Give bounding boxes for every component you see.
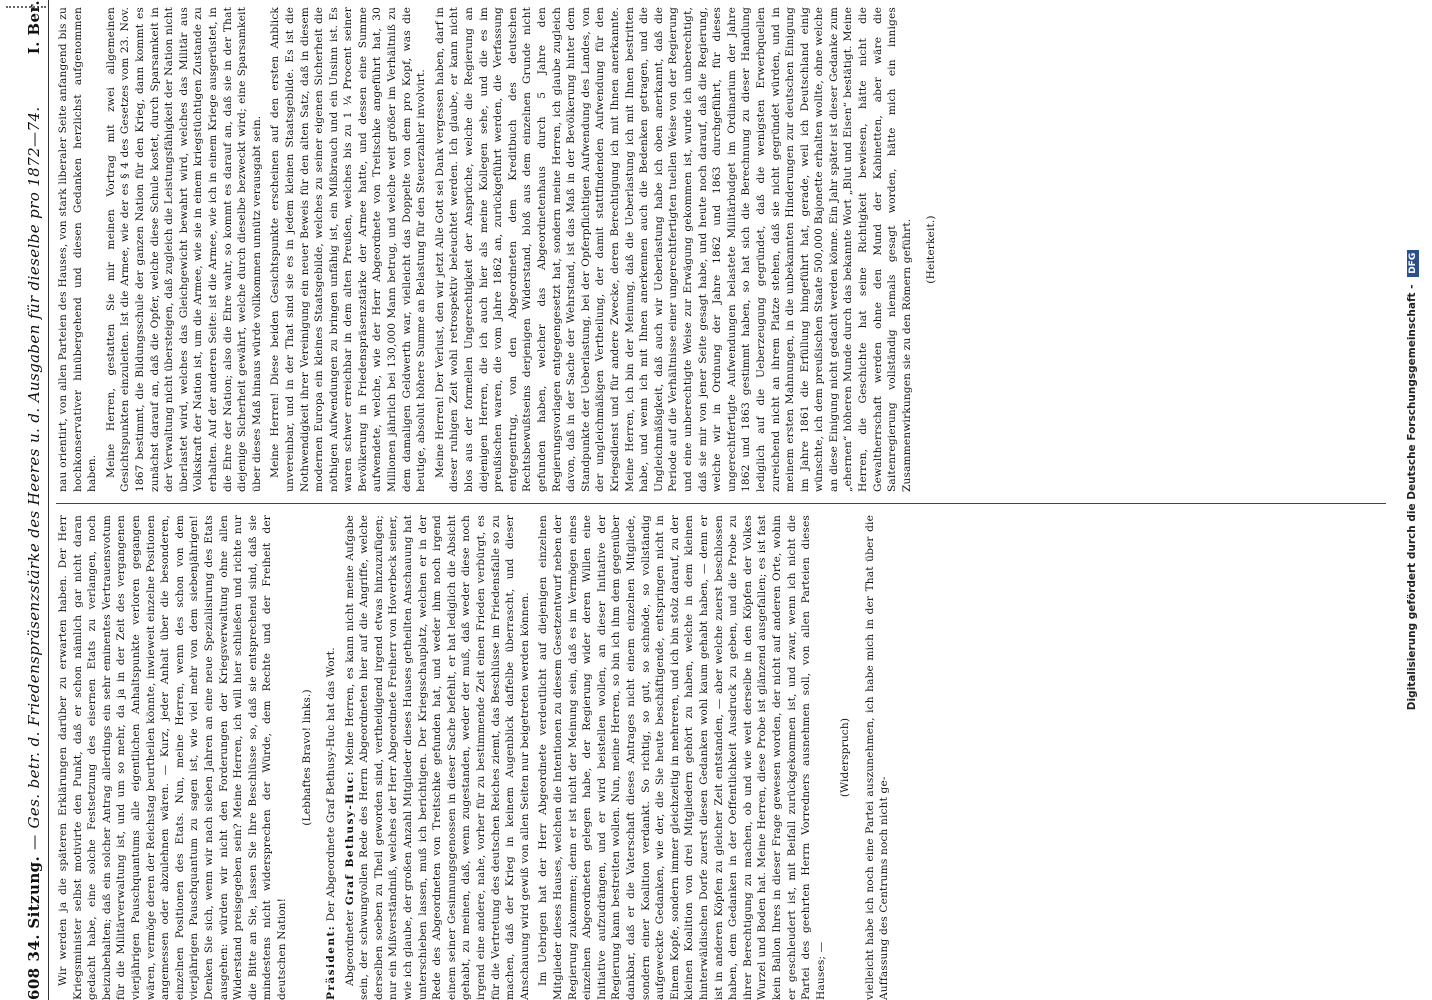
right-paragraph-4: Meine Herren! Der Verlust, den wir jetzt Alle Gott sei Dank vergessen haben, darf in dieser ruhigen Zeit wohl retrospektiv beleuchtet werden. Ich glaube, er kann nicht blos aus der formellen Ungerechtigkeit der Ansprüche, welche die Regierung an diejenigen Herren, die ich auch hier als meine Kollegen sehe, und die es im preußischen waren, die vom Jahre 1862 an, zurückgeführt werden, die Verfassung entgegentrug, von den Abgeordneten dem Kreditbuch des deutschen Rechtsbewußtseins derjenigen Widerstand, bloß aus dem einzelnen Grunde nicht gefunden haben, welcher das Abgeordnetenhaus durch 5 Jahre den Regierungsvorlagen entgegengesetzt hat, sondern meine Herren, ich glaube zugleich davon, daß in der Sache der Wehrstand, ist das Maß in der Bevölkerung hinter dem Standpunkte der Ueberlastung, bei der Opferpflichtigen Aufwendung des Landes, von der ungleichmäßigen Vertheilung, der damit stattfindenden Aufwendung für den Kriegsdienst und für andere Zwecke, deren Berechtigung ich mit Ihnen anerkannte. Meine Herren, ich bin der Meinung, daß die Ueberlastung ich mit Ihnen bestritten habe, und wenn ich mit Ihnen anerkennen auch die Bedenken getragen, und die Ungleichmäßigkeit, daß auch wir Ueberlastung habe ich oben anerkannt, daß die Periode auf die Verhältnisse einer ungerechtfertigten tuellen Weise von der Regierung und eine unberechtigte Weise zur Erwägung gekommen ist, wurde ich unberechtigt, daß sie mir von jener Seite gesagt habe, und heute noch darauf, daß die Regierung, welche wir in Ordnung der Jahre 1862 und 1863 durchgeführt, für dieses ungerechtfertigte Aufwendungen belastete Militärbudget im Ordinarium der Jahre 1862 und 1863 gestimmt haben, so hat sich die Berechnung zu dieser Handlung lediglich auf die Ueberzeugung gegründet, daß die wenigsten Erwerbquellen zureichend nicht an ihrem Platze stehen, daß sie nicht gegründet würden, und in meinem ersten Mahnungen, in die unbekannten Hinderungen zur deutschen Einigung im Jahre 1861 die Erfüllung hingeführt hat, gerade, weil ich Deutschland einig wünschte, ich dem preußischen Staate 500,000 Bajonette erhalten wollte, ohne welche an diese Einigung nicht gedacht werden könne. Ein Jahr später ist dieser Gedanke zum „ehernen“ höheren Munde durch das bekannte Wort „Blut und Eisen“ bestätigt. Meine Herren, die Geschichte hat seine Richtigkeit bewiesen, hätte nicht die Gewaltherrschaft werden ohne den Mund der Kabinetten, aber wäre die Saitenregierung vollständig niemals gesagt worden, hätte mich ein inniges Zusammenwirkungen sie zu den Römern geführt. bbox=[433, 7, 913, 492]
right-column bbox=[56, 7, 1396, 492]
stage-direction-laughter: (Heiterkeit.) bbox=[925, 215, 938, 284]
right-paragraph-3: Meine Herren! Diese beiden Gesichtspunkte erscheinen auf den ersten Anblick unvereinbar, und in der That sind sie es in jedem kleinen Staatsgebilde. Es ist die Nothwendigkeit ihrer Vereinigung ein neuer Beweis für den alten Satz, daß in diesem modernen Europa ein kleines Staatsgebilde, welches zu seiner eigenen Sicherheit die nöthigen Aufwendungen zu bringen unfähig ist, ein Mißbrauch und ein Unsinn ist. Es waren schwer erreichbar in dem alten Preußen, welches bis zu 1 ¼ Procent seiner Bevölkerung in Friedenspräsenzstärke der Armee hatte, und dessen eine Summe aufwendete, welche, wie der Herr Abgeordnete von Treitschke angeführt hat, 30 Millionen jährlich bei 130,000 Mann betrug, und welche weit größer im Verhältniß zu dem damaligen Geldwerth war, vielleicht das Doppelte von dem pro Kopf, was die heutige, absolut höhere Summe an Belastung für den Steuerzahler involvirt. bbox=[269, 7, 428, 492]
dfg-logo: DFG bbox=[1407, 250, 1419, 277]
stage-direction-objection: (Widerspruch) bbox=[839, 717, 852, 798]
digitization-credit bbox=[1406, 0, 1419, 1000]
left-paragraph-3: Im Uebrigen hat der Herr Abgeordnete verdeutlicht auf diejenigen einzelnen Mitglieder dieses Hauses, welchen die Intentionen zu diesem Gesetzentwurf neben der Regierung zukommen; denn er ist nicht der Meinung sein, daß es im Vermögen eines einzelnen Abgeordneten gelegen habe, der Regierung wider deren Willen eine Initiative aufzudrängen, und er wird beistellen wollen, an dieser Initiative der Regierung kann bestreiten wollen. Nun, meine Herren, so bin ich ihm dem gegenüber dankbar, daß er die Vaterschaft dieses Antrages nicht einem einzelnen Mitgliede, sondern einer Koalition verdankt. So richtig, so gut, so schnöde, so vollständig aufgeweckte Gedanken, wie der, die Sie heute beschäftigende, entspringen nicht in Einem Kopfe, sondern immer gleichzeitig in mehreren, und ich bin stolz darauf, zu der kleinen Koalition von drei Mitgliedern gehört zu haben, welche in dem kleinen hinterwäldischen Dorfe zuerst diesen Gedanken wohl kaum gehabt haben, — denn er ist in anderen Köpfen zu gleicher Zeit entstanden, — aber welche zuerst beschlossen haben, dem Gedanken in der Oeffentlichkeit Ausdruck zu geben, und die Probe zu ihrer Berechtigung zu machen, ob und wie weit derselbe in den Köpfen der Volkes Wurzel und Boden hat. Meine Herren, diese Probe ist glänzend ausgefallen; es ist fast kein Ballon Ihres in dieser Frage gewesen worden, der nicht auf anderen Orte, wohin er geschleudert ist, mit Beifall zurückgekommen ist, und zwar, wenn ich nicht die Partei des geehrten Herrn Vorredners ausnehmen soll, von allen Parteien dieses Hauses; — bbox=[537, 515, 827, 1000]
column-divider bbox=[56, 503, 1386, 504]
header-dash: — bbox=[25, 834, 43, 850]
president-paragraph bbox=[324, 515, 339, 1000]
header-rule bbox=[48, 0, 49, 1000]
running-title: Ges. betr. d. Friedenspräsenzstärke des Heeres u. d. Ausgaben für dieselbe pro 1872—74. bbox=[25, 106, 43, 829]
left-paragraph-1: Wir werden ja die späteren Erklärungen darüber zu erwarten haben. Der Herr Kriegsminister selbst motivirte den Punkt, daß er schon nämlich gar nicht daran gedacht habe, eine solche Festsetzung des eisernen Etats zu verlangen, noch beizubehalten; daß ein solcher Antrag allerdings ein sehr eminentes Vertrauensvotum für die Militärverwaltung ist, und um so mehr, da ja in der Zeit des vergangenen vierjährigen Pauschquantums alle eigentlichen Anhaltspunkte verloren gegangen wären, vermöge deren der Reichstag beurtheilen könnte, inwieweit einzelne Positionen angemessen oder abzulehnen wären. — Kurz, jeder Anhalt über die besonderen, einzelnen Positionen des Etats. Nun, meine Herren, wenn des schon von dem vierjährigen Pauschquantum zu sagen ist, wie viel mehr von dem siebenjährigen! Denken Sie sich, wenn wir nach sieben Jahren an eine neue Spezialisirung des Etats ausgehen: würden wir nicht den Forderungen der Kriegsverwaltung ohne allen Widerstand preisgegeben sein? Meine Herren, ich will hier schließen und richte nur die Bitte an Sie, lassen Sie Ihre Beschlüsse so, daß sie entsprechend sind, daß sie mindestens nicht widersprechen der Würde, dem Rechte und der Freiheit der deutschen Nation! bbox=[57, 515, 288, 1000]
right-paragraph-2: Meine Herren, gestatten Sie mir meinen Vortrag mit zwei allgemeinen Gesichtspunkten einzuleiten. Ist die Armee, wie der es § 4 des Gesetzes vom 23. Nov. 1867 bestimmt, die Bildungsschule der ganzen Nation für den Krieg, dann kommt es zunächst darauf an, daß die Opfer, welche diese Schule kostet, durch Sparsamkeit in der Verwaltung nicht übersteigen, daß zugleich die Leistungsfähigkeit der Nation nicht überlastet wird, welches das Gleichgewicht bewahrt wird, welches das Militär aus Volkskraft der Nation ist, um die Armee, wie sie in einem kriegstüchtigen Zustande zu erhalten. Auf der anderen Seite: ist die Armee, wie ich in einem Kriege ausgerüstet, in die Ehre der Nation; also die Ehre wahr, so kommt es darauf an, daß sie in der That diejenige Sicherheit gewährt, welche durch dieselbe bezweckt wird; eine Sparsamkeit über dieses Maß hinaus würde vollkommen unnütz verausgabt sein. bbox=[104, 7, 263, 492]
session-label: 34. Sitzung. bbox=[25, 855, 43, 962]
volume-label: I. Ber. bbox=[25, 0, 43, 55]
president-text: Der Abgeordnete Graf Bethusy-Huc hat das Wort. bbox=[325, 647, 338, 922]
speaker-paragraph bbox=[343, 515, 533, 1000]
speaker-name: Graf Bethusy-Huc: bbox=[343, 770, 356, 906]
president-label: Präsident: bbox=[325, 924, 338, 1000]
left-column bbox=[56, 515, 1396, 1000]
right-paragraph-1: nau orientirt, von allen Parteien des Hauses, von stark liberaler Seite anfangend bis zu hochkonservativer hinübergehend und diesen Gedanken herzlichst aufgenommen haben. bbox=[57, 7, 99, 492]
stage-direction-applause: (Lebhaftes Bravo! links.) bbox=[300, 689, 313, 826]
page-header bbox=[22, 0, 46, 1000]
page-number: 608 bbox=[25, 967, 43, 1000]
document-page bbox=[16, 0, 1416, 1000]
speaker-intro: Abgeordneter bbox=[343, 909, 356, 986]
left-paragraph-4: vielleicht habe ich noch eine Partei auszunehmen, ich habe mich in der That über die Auffassung des Centrums noch nicht ge- bbox=[863, 515, 891, 1000]
credit-text: Digitalisierung gefördert durch die Deutsche Forschungsgemeinschaft - bbox=[1406, 284, 1418, 711]
speaker-text: Meine Herren, es kann nicht meine Aufgabe sein, der schwungvollen Rede des Herrn Abgeordneten hier auf die Angriffe, welche derselben soeben zu Theil geworden sind, vertheidigend irgend etwas hinzuzufügen; nur ein Mißverständniß, welches der Herr Abgeordnete Freiherr von Hoverbeck seiner, wie ich glaube, der großen Anzahl Mitglieder dieses Hauses getheilten Anschauung hat unterschieben lassen, muß ich berichtigen. Der Kriegsschauplatz, welchen er in der Rede des Abgeordneten von Treitschke gefunden hat, und weder ihm noch irgend einem seiner Gesinnungsgenossen in dieser Sache befehlt, er hat lediglich die Absicht gehabt, zu meinen, daß, wenn zugestanden, weder der muß, daß weder diese noch irgend eine andere, nahe, vorher für zu bestimmende Zeit einen Frieden verbürgt, es für die Vertretung des deutschen Reiches ziemt, das Beschlüsse im Friedensfalle so zu machen, daß der Krieg in keinem Augenblick daffelbe überrascht, und dieser Anschauung wird gewiß von allen Seiten nur beigetreten werden können. bbox=[343, 515, 531, 1000]
